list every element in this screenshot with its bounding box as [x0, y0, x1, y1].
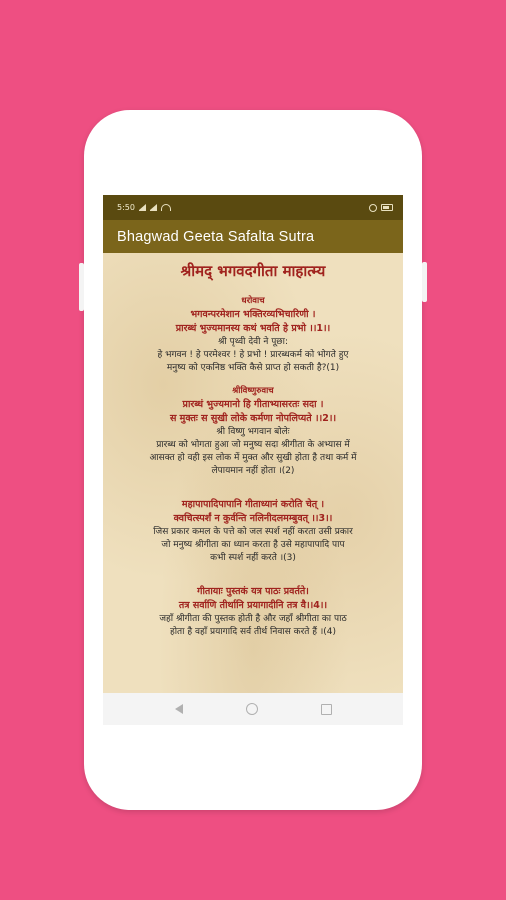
scroll-content[interactable] [103, 253, 403, 693]
meaning-line: लेपायमान नहीं होता ।(2) [211, 466, 295, 476]
home-icon[interactable] [246, 703, 258, 715]
meaning-line: मनुष्य को एकनिष्ठ भक्ति कैसे प्राप्त हो सकती है?(1) [166, 363, 340, 373]
wifi-icon [161, 204, 171, 211]
sanskrit-line: महापापादिपापानि गीताध्यानं करोति चेत् । [181, 499, 325, 510]
do-not-disturb-icon [369, 204, 377, 212]
meaning-line: कभी स्पर्श नहीं करते ।(3) [210, 553, 296, 563]
system-nav-bar [103, 693, 403, 725]
status-bar [103, 195, 403, 220]
meaning-line: जिस प्रकार कमल के पत्ते को जल स्पर्श नहीं करता उसी प्रकार [153, 527, 353, 537]
sanskrit-line: स मुक्तः स सुखी लोके कर्मणा नोपलिप्यते ।।2।। [169, 413, 337, 424]
meaning-line: जहाँ श्रीगीता की पुस्तक होती है और जहाँ श्रीगीता का पाठ [159, 614, 347, 624]
page-heading: श्रीमद् भगवदगीता माहात्म्य [180, 262, 326, 280]
meaning-line: हे भगवन ! हे परमेश्वर ! हे प्रभो ! प्रारब्धकर्म को भोगते हुए [157, 350, 349, 360]
phone-screen [103, 195, 403, 725]
verse-4 [103, 585, 403, 639]
verse-2 [103, 385, 403, 478]
meaning-line: श्री पृथ्वी देवी ने पूछा: [218, 337, 288, 347]
sanskrit-line: भगवन्परमेशान भक्तिरव्यभिचारिणी । [190, 309, 316, 320]
meaning-line: जो मनुष्य श्रीगीता का ध्यान करता है उसे महापापादि पाप [161, 540, 345, 550]
verse-speaker: श्रीविष्णुरुवाच [232, 386, 274, 396]
sanskrit-line: तत्र सर्वाणि तीर्थानि प्रयागादीनि तत्र वै।।4।। [178, 600, 328, 611]
verse-1 [103, 295, 403, 375]
back-icon[interactable] [175, 704, 183, 714]
volume-button [79, 263, 84, 311]
meaning-line: होता है वहाँ प्रयागादि सर्व तीर्थ निवास करते हैं ।(4) [169, 627, 337, 637]
meaning-line: प्रारब्ध को भोगता हुआ जो मनुष्य सदा श्रीगीता के अभ्यास में [156, 440, 350, 450]
sanskrit-line: गीतायाः पुस्तकं यत्र पाठः प्रवर्तते। [197, 586, 309, 597]
signal-icon [139, 204, 146, 211]
status-time: 5:50 [117, 203, 135, 212]
meaning-line: श्री विष्णु भगवान बोलेः [216, 427, 290, 437]
recent-apps-icon[interactable] [321, 704, 332, 715]
power-button [422, 262, 427, 302]
sanskrit-line: प्रारब्धं भुज्यमानस्य कथं भवति हे प्रभो ।।1।। [175, 323, 331, 334]
battery-icon [381, 204, 393, 211]
app-title: Bhagwad Geeta Safalta Sutra [117, 228, 315, 245]
app-bar [103, 220, 403, 253]
verse-3 [103, 498, 403, 565]
meaning-line: आसक्त हो वही इस लोक में मुक्त और सुखी होता है तथा कर्म में [149, 453, 357, 463]
sanskrit-line: क्वचित्स्पर्शं न कुर्वन्ति नलिनीदलमम्बुवत् ।।3।। [173, 513, 333, 524]
verse-speaker: धरोवाच [241, 296, 265, 306]
sanskrit-line: प्रारब्धं भुज्यमानो हि गीताभ्यासरतः सदा । [182, 399, 324, 410]
signal-icon-2 [150, 204, 157, 211]
